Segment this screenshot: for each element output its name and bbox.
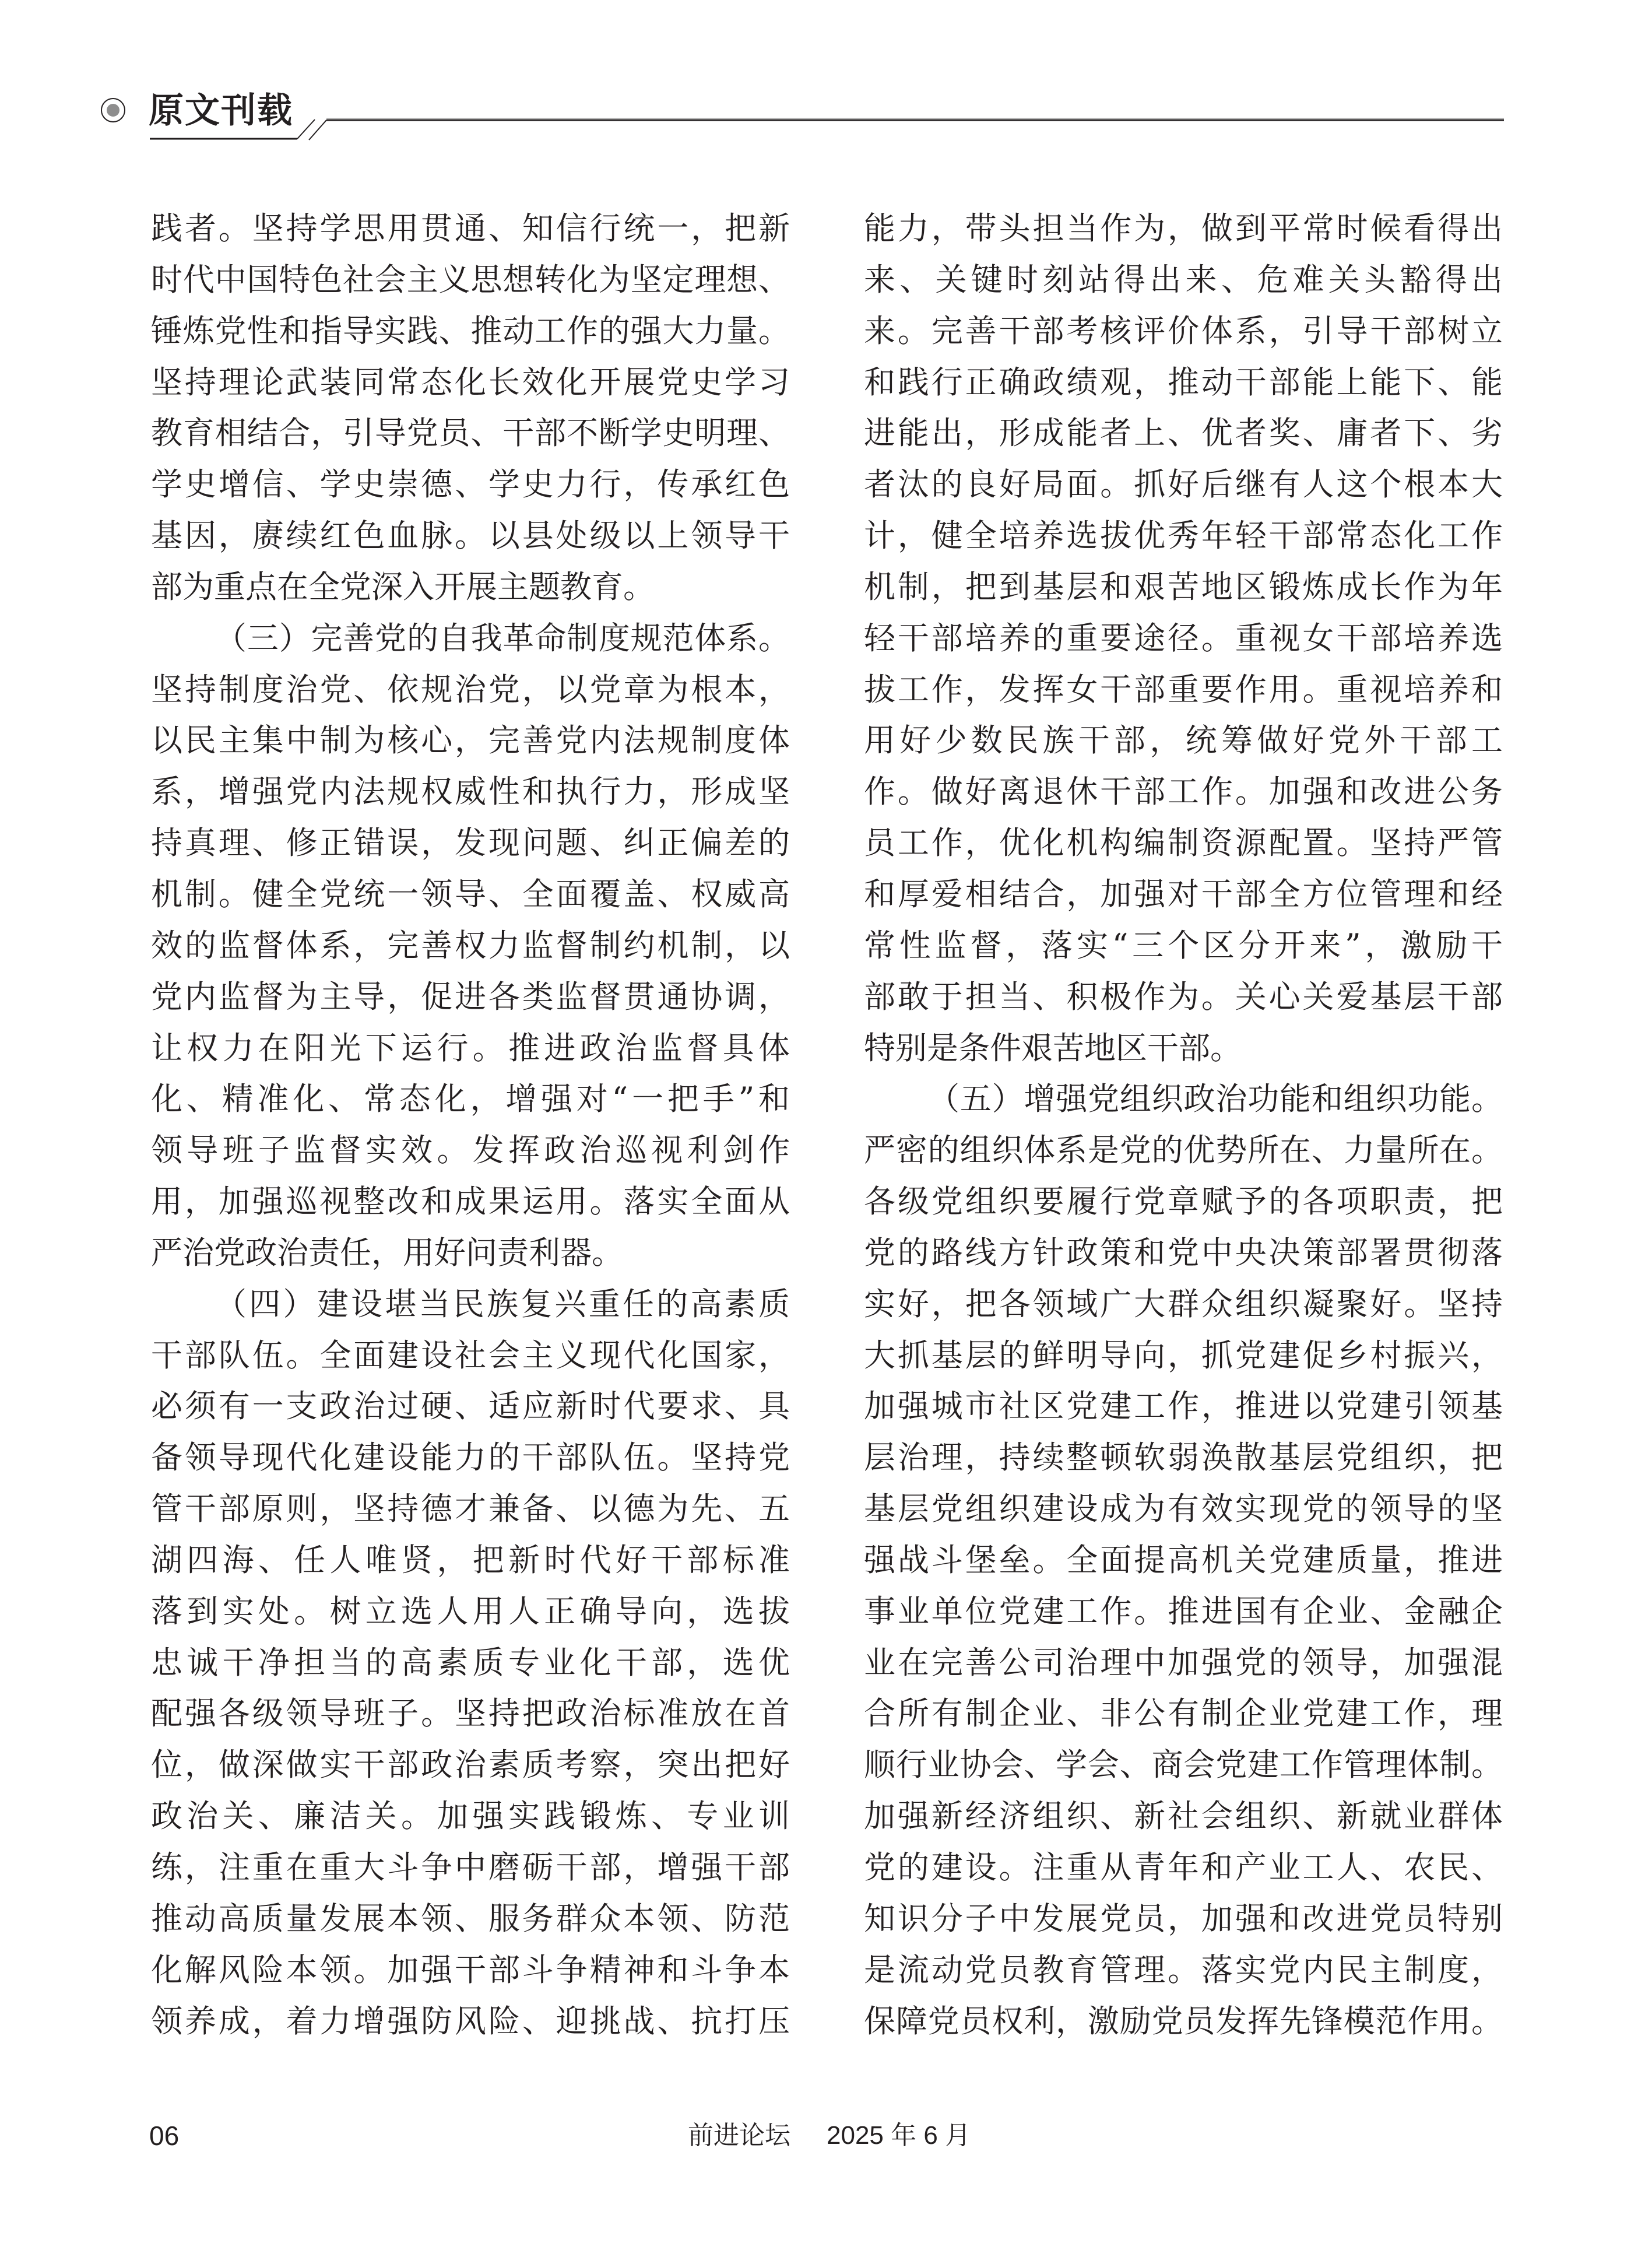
- section-title: 原文刊载: [149, 90, 293, 131]
- text-line: 是流动党员教育管理。落实党内民主制度，: [864, 1951, 1503, 1988]
- text-line: 特别是条件艰苦地区干部。: [864, 1029, 1242, 1066]
- publication-name: 前进论坛: [688, 2121, 790, 2150]
- text-line: 层治理，持续整顿软弱涣散基层党组织，把: [864, 1439, 1503, 1476]
- article-column-left: [151, 203, 790, 2047]
- text-line: 锤炼党性和指导实践、推动工作的强大力量。: [151, 312, 790, 349]
- text-line: 保障党员权利，激励党员发挥先锋模范作用。: [864, 2002, 1503, 2040]
- text-line: 知识分子中发展党员，加强和改进党员特别: [864, 1900, 1503, 1937]
- text-line: 来。完善干部考核评价体系，引导干部树立: [864, 312, 1503, 349]
- text-line: 教育相结合，引导党员、干部不断学史明理、: [151, 415, 790, 452]
- text-line: 管干部原则，坚持德才兼备、以德为先、五: [151, 1490, 790, 1528]
- text-line: 落到实处。树立选人用人正确导向，选拔: [151, 1592, 790, 1630]
- text-line: 干部队伍。全面建设社会主义现代化国家，: [151, 1336, 790, 1374]
- text-line: （五）增强党组织政治功能和组织功能。: [928, 1080, 1503, 1118]
- text-line: 作。做好离退休干部工作。加强和改进公务: [864, 773, 1503, 810]
- text-line: 计，健全培养选拔优秀年轻干部常态化工作: [864, 517, 1503, 554]
- text-line: 机制。健全党统一领导、全面覆盖、权威高: [151, 875, 790, 912]
- text-line: 湖四海、任人唯贤，把新时代好干部标准: [151, 1541, 790, 1578]
- text-line: 拔工作，发挥女干部重要作用。重视培养和: [864, 671, 1503, 708]
- text-line: 用好少数民族干部，统筹做好党外干部工: [864, 722, 1503, 759]
- text-line: 部敢于担当、积极作为。关心关爱基层干部: [864, 978, 1503, 1015]
- text-line: 化、精准化、常态化，增强对“一把手”和: [151, 1080, 790, 1118]
- issue-date: 2025 年 6 月: [827, 2121, 971, 2150]
- text-line: 效的监督体系，完善权力监督制约机制，以: [151, 926, 790, 964]
- text-line: 者汰的良好局面。抓好后继有人这个根本大: [864, 466, 1503, 503]
- text-line: 进能出，形成能者上、优者奖、庸者下、劣: [864, 415, 1503, 452]
- text-line: 必须有一支政治过硬、适应新时代要求、具: [151, 1388, 790, 1425]
- text-line: 领导班子监督实效。发挥政治巡视利剑作: [151, 1132, 790, 1169]
- text-line: 来、关键时刻站得出来、危难关头豁得出: [864, 261, 1503, 298]
- text-line: 能力，带头担当作为，做到平常时候看得出: [864, 210, 1503, 247]
- text-line: 让权力在阳光下运行。推进政治监督具体: [151, 1029, 790, 1066]
- text-line: 化解风险本领。加强干部斗争精神和斗争本: [151, 1951, 790, 1988]
- text-line: 业在完善公司治理中加强党的领导，加强混: [864, 1644, 1503, 1681]
- page-number: 06: [149, 2121, 180, 2151]
- text-line: 部为重点在全党深入开展主题教育。: [151, 568, 655, 605]
- text-line: 员工作，优化机构编制资源配置。坚持严管: [864, 824, 1503, 862]
- text-line: 实好，把各领域广大群众组织凝聚好。坚持: [864, 1285, 1503, 1322]
- text-line: 和厚爱相结合，加强对干部全方位管理和经: [864, 875, 1503, 912]
- text-line: 用，加强巡视整改和成果运用。落实全面从: [151, 1183, 790, 1220]
- text-line: 顺行业协会、学会、商会党建工作管理体制。: [864, 1746, 1503, 1784]
- text-line: 以民主集中制为核心，完善党内法规制度体: [151, 722, 790, 759]
- text-line: 位，做深做实干部政治素质考察，突出把好: [151, 1746, 790, 1784]
- text-line: 合所有制企业、非公有制企业党建工作，理: [864, 1695, 1503, 1732]
- text-line: 坚持理论武装同常态化长效化开展党史学习: [151, 363, 790, 401]
- footer-publication: [688, 2121, 971, 2150]
- text-line: 持真理、修正错误，发现问题、纠正偏差的: [151, 824, 790, 862]
- text-line: 常性监督，落实“三个区分开来”，激励干: [864, 926, 1503, 964]
- text-line: 加强新经济组织、新社会组织、新就业群体: [864, 1798, 1503, 1835]
- text-line: 党的路线方针政策和党中央决策部署贯彻落: [864, 1234, 1503, 1271]
- text-line: 时代中国特色社会主义思想转化为坚定理想、: [151, 261, 790, 298]
- text-line: 各级党组织要履行党章赋予的各项职责，把: [864, 1183, 1503, 1220]
- text-line: 党内监督为主导，促进各类监督贯通协调，: [151, 978, 790, 1015]
- text-line: 党的建设。注重从青年和产业工人、农民、: [864, 1849, 1503, 1886]
- text-line: 基因，赓续红色血脉。以县处级以上领导干: [151, 517, 790, 554]
- text-line: 加强城市社区党建工作，推进以党建引领基: [864, 1388, 1503, 1425]
- text-line: 践者。坚持学思用贯通、知信行统一，把新: [151, 210, 790, 247]
- text-line: 系，增强党内法规权威性和执行力，形成坚: [151, 773, 790, 810]
- article-column-right: [864, 203, 1503, 2047]
- text-line: 推动高质量发展本领、服务群众本领、防范: [151, 1900, 790, 1937]
- text-line: 大抓基层的鲜明导向，抓党建促乡村振兴，: [864, 1336, 1503, 1374]
- text-line: 坚持制度治党、依规治党，以党章为根本，: [151, 671, 790, 708]
- text-line: 备领导现代化建设能力的干部队伍。坚持党: [151, 1439, 790, 1476]
- text-line: 机制，把到基层和艰苦地区锻炼成长作为年: [864, 568, 1503, 605]
- text-line: （四）建设堪当民族复兴重任的高素质: [215, 1285, 790, 1322]
- text-line: 练，注重在重大斗争中磨砺干部，增强干部: [151, 1849, 790, 1886]
- text-line: 强战斗堡垒。全面提高机关党建质量，推进: [864, 1541, 1503, 1578]
- text-line: 事业单位党建工作。推进国有企业、金融企: [864, 1592, 1503, 1630]
- text-line: 和践行正确政绩观，推动干部能上能下、能: [864, 363, 1503, 401]
- text-line: 忠诚干净担当的高素质专业化干部，选优: [151, 1644, 790, 1681]
- text-line: 配强各级领导班子。坚持把政治标准放在首: [151, 1695, 790, 1732]
- text-line: 领养成，着力增强防风险、迎挑战、抗打压: [151, 2002, 790, 2040]
- text-line: 学史增信、学史崇德、学史力行，传承红色: [151, 466, 790, 503]
- header-rule: [0, 0, 1652, 175]
- text-line: 政治关、廉洁关。加强实践锻炼、专业训: [151, 1798, 790, 1835]
- text-line: （三）完善党的自我革命制度规范体系。: [215, 619, 790, 657]
- text-line: 严治党政治责任，用好问责利器。: [151, 1234, 623, 1271]
- text-line: 基层党组织建设成为有效实现党的领导的坚: [864, 1490, 1503, 1528]
- text-line: 轻干部培养的重要途径。重视女干部培养选: [864, 619, 1503, 657]
- text-line: 严密的组织体系是党的优势所在、力量所在。: [864, 1132, 1503, 1169]
